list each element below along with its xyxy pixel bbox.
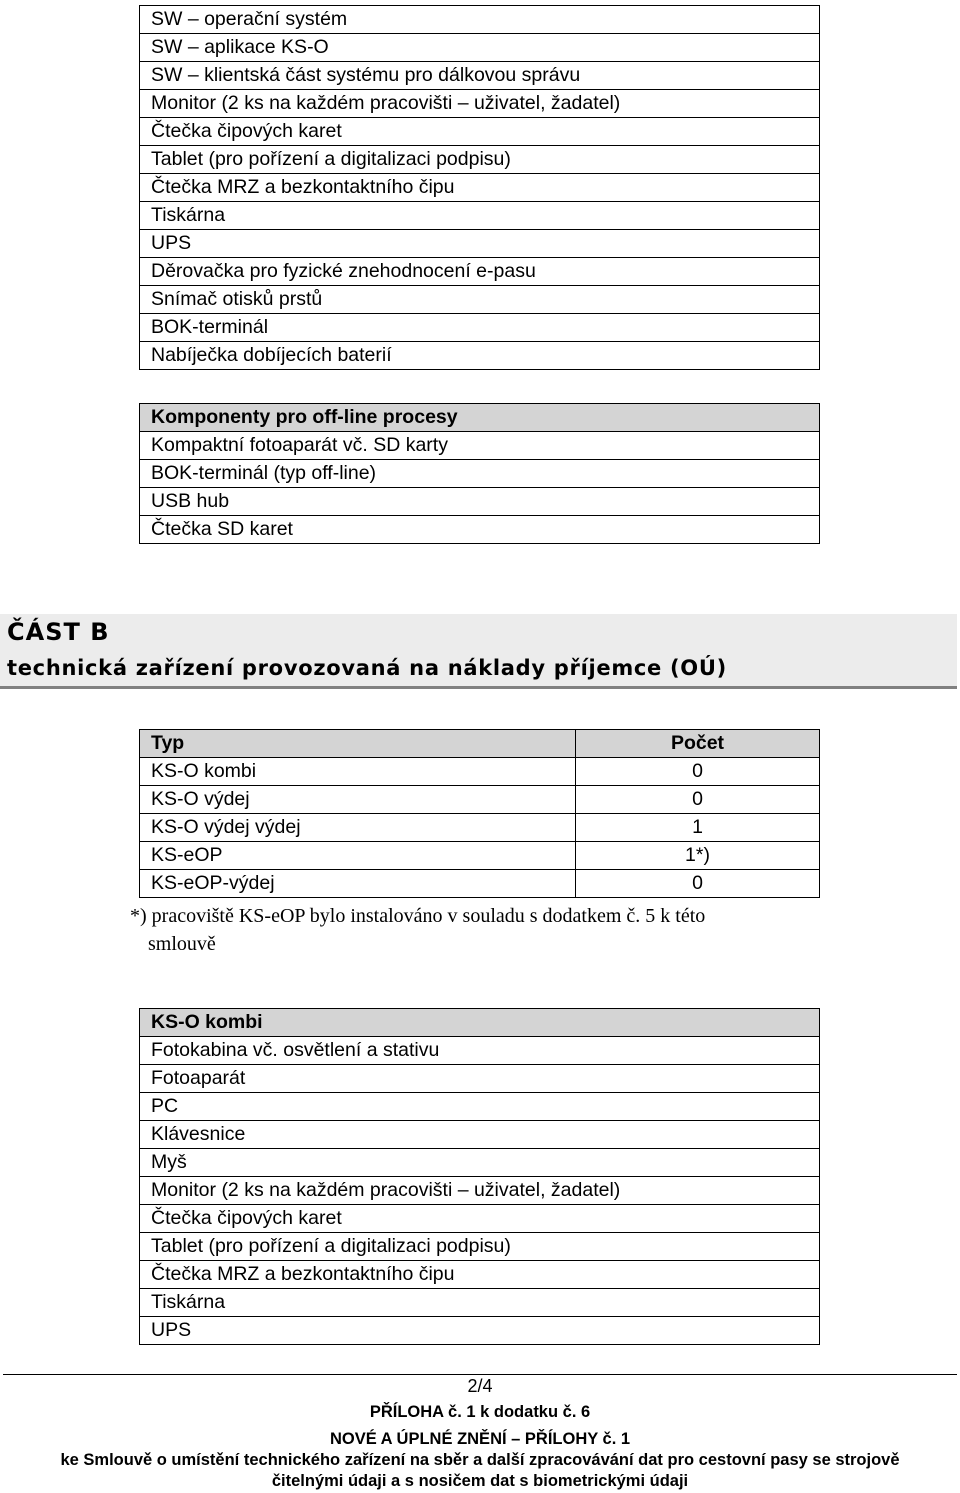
table-row [140, 1121, 820, 1149]
table-cell: SW – klientská část systému pro dálkovou správu [140, 62, 820, 90]
footer-line: NOVÉ A ÚPLNÉ ZNĚNÍ – PŘÍLOHY č. 1 [329, 1430, 631, 1448]
table-cell: Děrovačka pro fyzické znehodnocení e-pasu [140, 258, 820, 286]
table-cell: Čtečka čipových karet [140, 118, 820, 146]
table-row [140, 1205, 820, 1233]
type-cell: KS-eOP-výdej [140, 870, 576, 898]
table-row [140, 1177, 820, 1205]
table-header-row [140, 730, 820, 758]
table-cell: Tiskárna [140, 1289, 820, 1317]
table-row [140, 460, 820, 488]
count-header: Počet [576, 730, 820, 758]
table-header-cell: Komponenty pro off-line procesy [140, 404, 820, 432]
table-row [140, 62, 820, 90]
table-row [140, 1093, 820, 1121]
table-cell: Klávesnice [140, 1121, 820, 1149]
footer-line: PŘÍLOHA č. 1 k dodatku č. 6 [369, 1403, 591, 1421]
part-b-title: ČÁST B [7, 618, 110, 646]
table-cell: Fotoaparát [140, 1065, 820, 1093]
table-row [140, 1149, 820, 1177]
table-cell: Tablet (pro pořízení a digitalizaci podpisu) [140, 1233, 820, 1261]
type-cell: KS-O výdej výdej [140, 814, 576, 842]
table-cell: Fotokabina vč. osvětlení a stativu [140, 1037, 820, 1065]
hardware-list-table [139, 5, 820, 370]
table-row [140, 1289, 820, 1317]
footnote [130, 902, 830, 958]
type-cell: KS-O výdej [140, 786, 576, 814]
table-cell: Čtečka čipových karet [140, 1205, 820, 1233]
table-row [140, 1037, 820, 1065]
table-cell: Myš [140, 1149, 820, 1177]
footer-line: ke Smlouvě o umístění technického zařízení na sběr a další zpracovávání dat pro cestovní pasy se strojově [60, 1451, 900, 1469]
table-cell: UPS [140, 230, 820, 258]
part-b-heading [0, 614, 957, 689]
type-count-table [139, 729, 820, 898]
table-row [140, 1317, 820, 1345]
count-cell: 0 [576, 870, 820, 898]
table-cell: Monitor (2 ks na každém pracovišti – uživatel, žadatel) [140, 90, 820, 118]
table-cell: Snímač otisků prstů [140, 286, 820, 314]
table-row [140, 814, 820, 842]
table-cell: BOK-terminál [140, 314, 820, 342]
table-row [140, 842, 820, 870]
count-cell: 1 [576, 814, 820, 842]
table-row [140, 488, 820, 516]
type-cell: KS-eOP [140, 842, 576, 870]
table-cell: SW – operační systém [140, 6, 820, 34]
count-cell: 1*) [576, 842, 820, 870]
table-cell: USB hub [140, 488, 820, 516]
count-cell: 0 [576, 758, 820, 786]
type-header: Typ [140, 730, 576, 758]
table-row [140, 6, 820, 34]
table-cell: Tablet (pro pořízení a digitalizaci podpisu) [140, 146, 820, 174]
table-row [140, 202, 820, 230]
table-header-row [140, 1009, 820, 1037]
table-row [140, 146, 820, 174]
table-cell: Nabíječka dobíjecích baterií [140, 342, 820, 370]
ks-o-kombi-table [139, 1008, 820, 1345]
table-header-cell: KS-O kombi [140, 1009, 820, 1037]
table-cell: Kompaktní fotoaparát vč. SD karty [140, 432, 820, 460]
type-cell: KS-O kombi [140, 758, 576, 786]
table-row [140, 758, 820, 786]
footnote-line: *) pracoviště KS-eOP bylo instalováno v souladu s dodatkem č. 5 k této [130, 905, 706, 927]
table-row [140, 90, 820, 118]
table-row [140, 1233, 820, 1261]
table-cell: Tiskárna [140, 202, 820, 230]
table-cell: Monitor (2 ks na každém pracovišti – uživatel, žadatel) [140, 1177, 820, 1205]
table-row [140, 174, 820, 202]
table-row [140, 118, 820, 146]
part-b-subtitle: technická zařízení provozovaná na náklady příjemce (OÚ) [7, 656, 727, 680]
table-cell: UPS [140, 1317, 820, 1345]
table-row [140, 314, 820, 342]
table-cell: PC [140, 1093, 820, 1121]
table-row [140, 230, 820, 258]
page-number: 2/4 [467, 1376, 493, 1396]
table-row [140, 342, 820, 370]
table-row [140, 286, 820, 314]
table-cell: Čtečka MRZ a bezkontaktního čipu [140, 174, 820, 202]
table-row [140, 1065, 820, 1093]
table-cell: BOK-terminál (typ off-line) [140, 460, 820, 488]
offline-components-table [139, 403, 820, 544]
table-row [140, 1261, 820, 1289]
table-cell: SW – aplikace KS-O [140, 34, 820, 62]
table-header-row [140, 404, 820, 432]
table-cell: Čtečka MRZ a bezkontaktního čipu [140, 1261, 820, 1289]
footer-divider [3, 1374, 957, 1375]
table-row [140, 432, 820, 460]
table-row [140, 870, 820, 898]
table-row [140, 258, 820, 286]
table-cell: Čtečka SD karet [140, 516, 820, 544]
footnote-line: smlouvě [148, 933, 216, 955]
table-row [140, 786, 820, 814]
table-row [140, 516, 820, 544]
count-cell: 0 [576, 786, 820, 814]
footer-line: čitelnými údaji a s nosičem dat s biometrickými údaji [271, 1472, 689, 1490]
table-row [140, 34, 820, 62]
